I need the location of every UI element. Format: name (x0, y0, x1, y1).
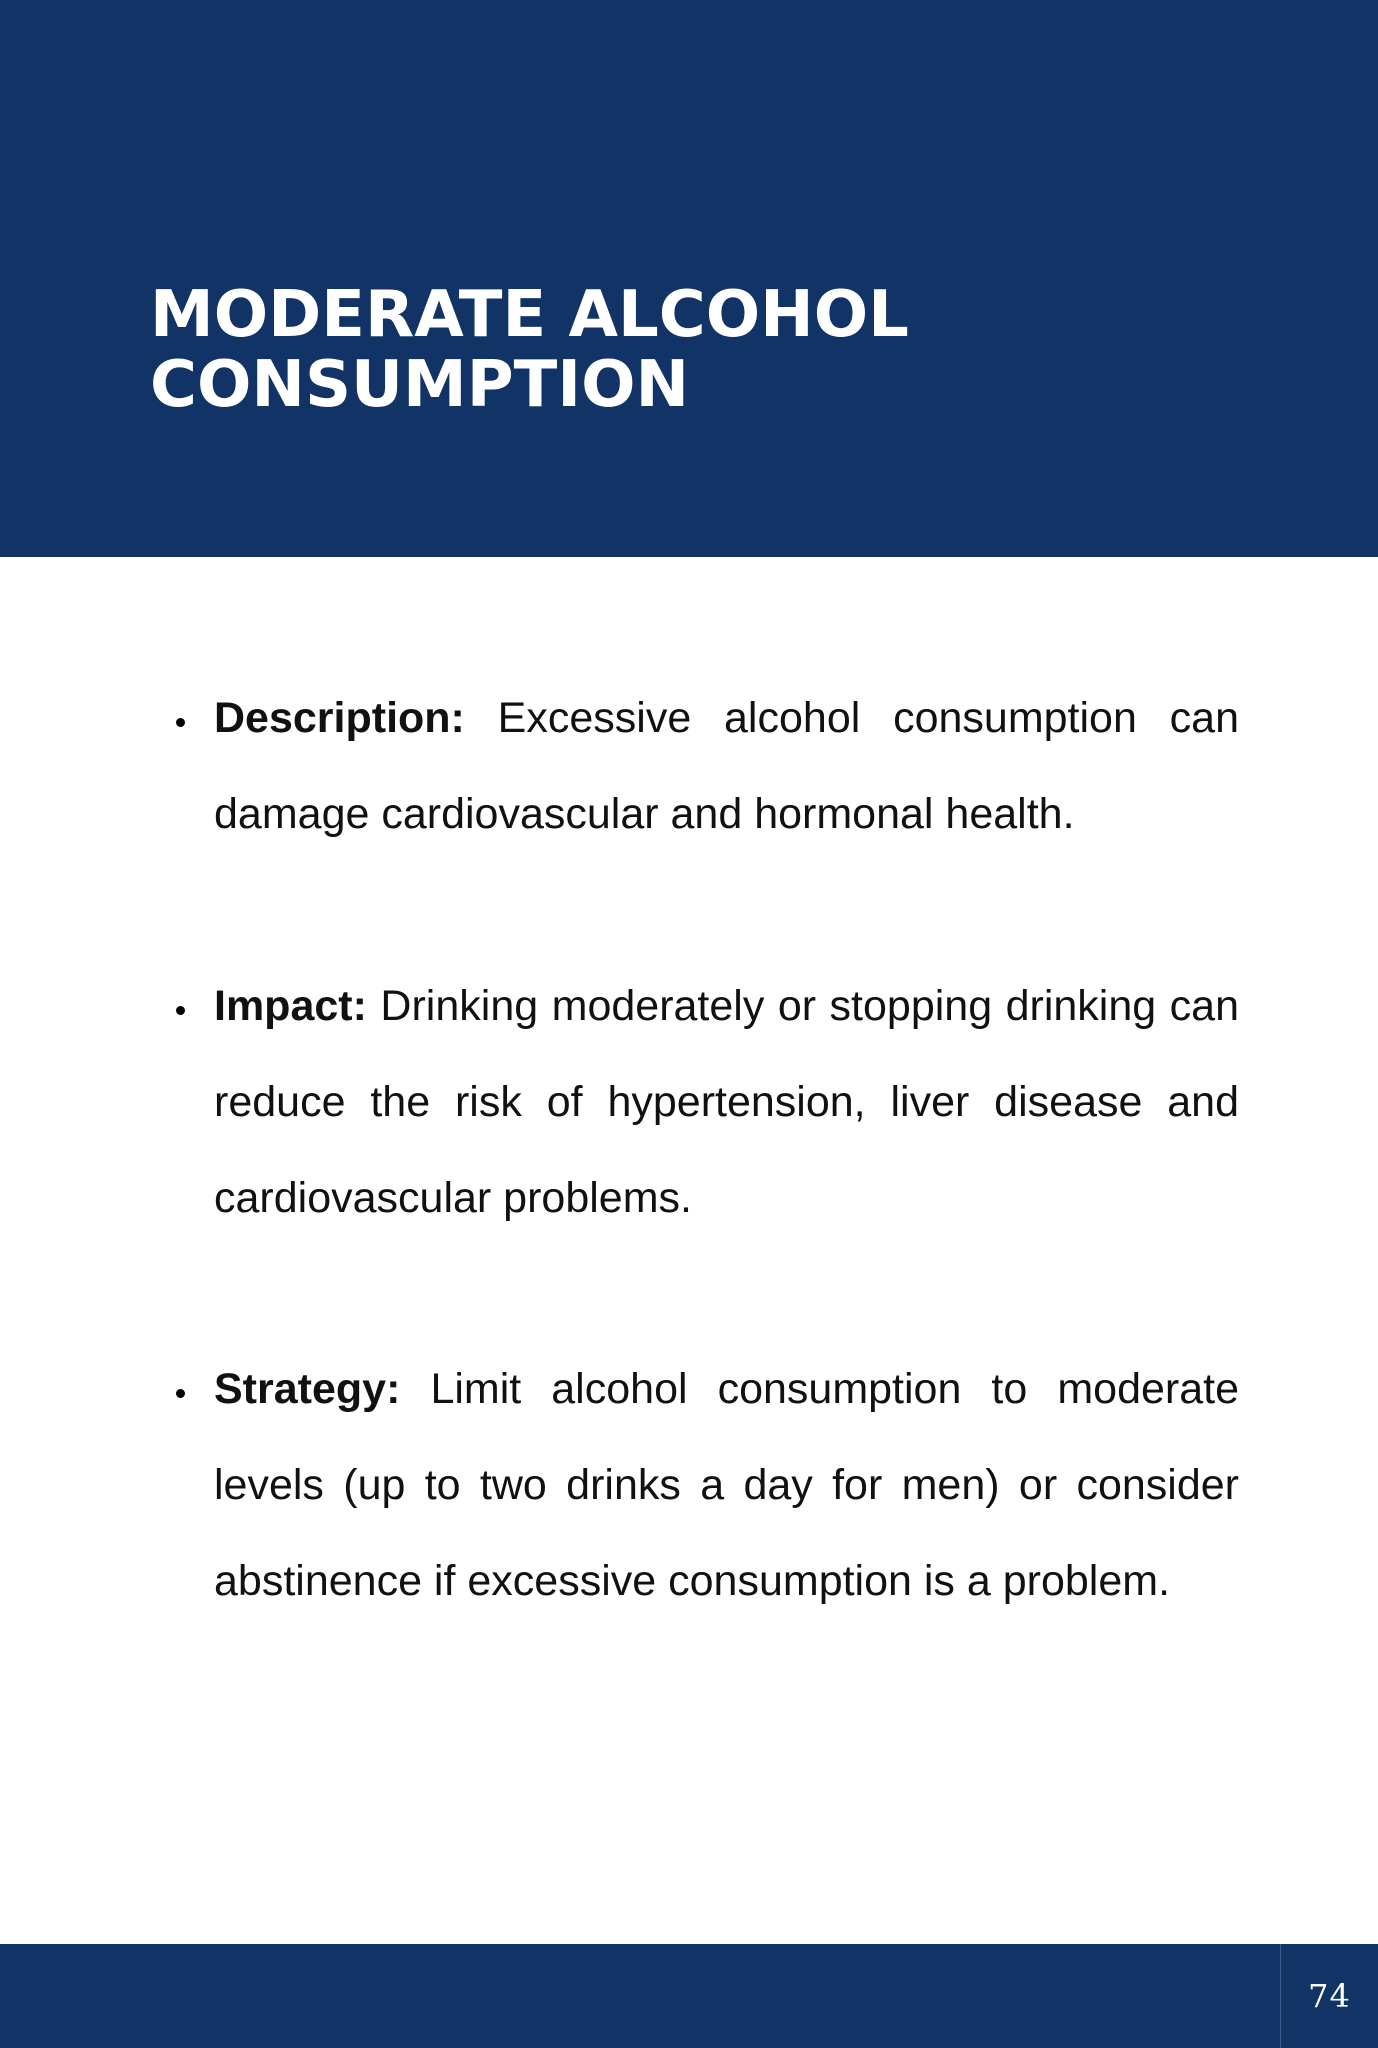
bullet-text-impact (214, 958, 1239, 1246)
bullet-label-strategy: Strategy: (214, 1365, 401, 1413)
bullet-dot (176, 1006, 185, 1015)
footer-band (0, 1944, 1378, 2048)
page-title (150, 280, 1250, 420)
bullet-dot (176, 718, 185, 727)
bullet-body-description: Excessive alcohol consumption can damage cardiovascular and hormonal health. (214, 694, 1239, 838)
page-number: 74 (1308, 1977, 1351, 2015)
page-title-line-2: CONSUMPTION (150, 348, 690, 422)
bullet-text-strategy (214, 1341, 1239, 1629)
bullet-label-description: Description: (214, 694, 465, 742)
bullet-body-strategy: Limit alcohol consumption to moderate levels (up to two drinks a day for men) or consider abstinence if excessive consumption is a problem. (214, 1365, 1239, 1605)
bullet-text-description (214, 670, 1239, 862)
header-band (0, 0, 1378, 557)
bullet-dot (176, 1389, 185, 1398)
bullet-label-impact: Impact: (214, 982, 367, 1030)
bullet-body-impact: Drinking moderately or stopping drinking can reduce the risk of hypertension, liver disease and cardiovascular problems. (214, 982, 1240, 1222)
page-title-line-1: MODERATE ALCOHOL (150, 278, 909, 352)
page-number-box (1280, 1944, 1378, 2048)
